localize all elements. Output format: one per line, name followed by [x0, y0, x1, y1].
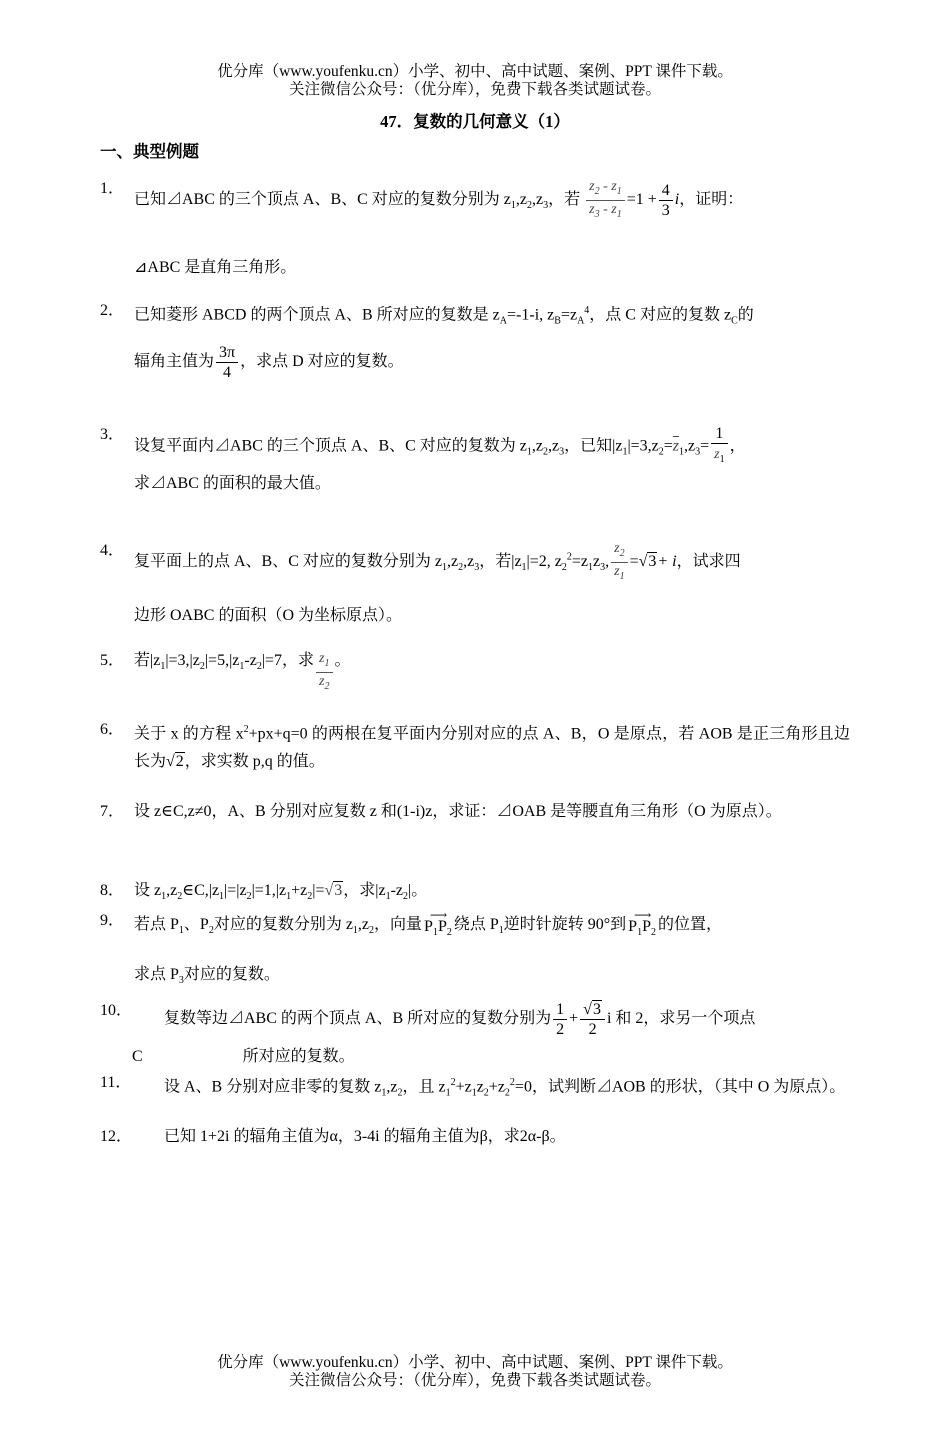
- question-number: 7．: [100, 803, 125, 820]
- question-number: 6．: [100, 721, 125, 738]
- question-text: 若$|z_1|=3,|z_2|=5,|z_1-z_2|=7$，求 $\frac{z_1}{z_2}$ 。: [134, 650, 850, 695]
- question-4: [100, 540, 850, 630]
- vector-p1p2: ⟶ $P_1P_2$: [424, 908, 452, 939]
- question-text: 设 z∈C,z≠0，A、B 分别对应复数 z 和(1-i)z，求证：⊿OAB 是等腰直角三角形（O 为原点）。: [134, 803, 782, 820]
- question-text: 若点 $P_1$、$P_2$对应的复数分别为 $z_1,z_2$，向量 ⟶ $P_1P_2$ 绕点 $P_1$逆时针旋转 90°到 ⟶ $P_1P_2$ 的位置， 求点 $P_3$对应的复数。: [134, 908, 722, 987]
- question-10: [100, 1000, 850, 1066]
- vector-p1p2: ⟶ $P_1P_2$: [628, 908, 656, 939]
- question-text: 设 A、B 分别对应非零的复数 $z_1,z_2$，且 $z_1^2+z_1z_2+z_2^2=0$，试判断⊿AOB 的形状，（其中 O 为原点）。: [164, 1077, 846, 1099]
- question-number: 12．: [100, 1128, 133, 1145]
- fraction: $\frac{4}{3}$: [659, 181, 673, 220]
- question-number: 1．: [100, 180, 125, 197]
- question-text-line-2: C 所对应的复数。: [132, 1048, 355, 1065]
- question-number: 10．: [100, 1002, 133, 1019]
- question-text: 已知⊿ABC 的三个顶点 A、B、C 对应的复数分别为 $z_1,z_2,z_3$，若 $\frac{z_2 - z_1}{z_3 - z_1}$ =1 + $\frac{4}{3}$ i，证明： ⊿ABC 是直角三角形。: [134, 179, 744, 276]
- question-text: 已知 1+2i 的辐角主值为α，3-4i 的辐角主值为β，求2α-β。: [164, 1128, 566, 1145]
- question-number: 3．: [100, 426, 125, 443]
- question-1: [100, 178, 850, 276]
- question-7: [100, 798, 850, 848]
- question-text: 复平面上的点 A、B、C 对应的复数分别为 $z_1,z_2,z_3$，若$|z_1|=2$, $z_2^2=z_1z_3$, $\frac{z_2}{z_1}$ =√3+ i，试求四 边形 OABC 的面积（O 为坐标原点）。: [134, 541, 741, 624]
- square-root: √3: [638, 552, 657, 570]
- section-heading: 一、典型例题: [100, 142, 199, 161]
- question-9: [100, 910, 850, 986]
- question-6: [100, 716, 850, 771]
- page-title: 47．复数的几何意义（1）: [380, 112, 570, 131]
- square-root: √2: [166, 753, 184, 771]
- question-text: 复数等边⊿ABC 的两个顶点 A、B 所对应的复数分别为 $\frac{1}{2}$ + $\frac{√3}{2}$ i 和 2，求另一个项点: [164, 1001, 756, 1038]
- fraction: $\frac{3\pi}{4}$: [216, 343, 238, 382]
- fraction: $\frac{z_2}{z_1}$: [611, 540, 627, 585]
- fraction: $\frac{z_1}{z_2}$: [316, 650, 332, 695]
- question-8: [100, 880, 850, 904]
- question-12: [100, 1126, 850, 1150]
- question-5: [100, 650, 850, 696]
- fraction: $\frac{1}{z_1}$: [711, 424, 727, 469]
- question-text: 设 $z_1,z_2\in C,|z_1|=|z_2|=1,|z_1+z_2|=√3$，求$|z_1-z_2|$。: [134, 882, 428, 903]
- question-number: 4．: [100, 542, 125, 559]
- question-3: [100, 424, 850, 494]
- footer-line-2: 关注微信公众号：（优分库），免费下载各类试题试卷。: [288, 1372, 661, 1389]
- question-11: [100, 1070, 850, 1120]
- fraction: $\frac{z_2 - z_1}{z_3 - z_1}$: [586, 178, 625, 223]
- footer-line-1: 优分库（www.youfenku.cn）小学、初中、高中试题、案例、PPT 课件下载。: [217, 1354, 733, 1371]
- question-text: 关于 x 的方程 $x^2+px+q=0$ 的两根在复平面内分别对应的点 A、B，O 是原点，若 AOB 是正三角形且边长为√2，求实数 p,q 的值。: [134, 716, 850, 776]
- question-number: 5．: [100, 652, 125, 669]
- question-number: 8．: [100, 882, 125, 899]
- header-line-2: 关注微信公众号：（优分库），免费下载各类试题试卷。: [288, 81, 661, 98]
- question-number: 2．: [100, 302, 125, 319]
- fraction: $\frac{1}{2}$: [553, 1000, 567, 1039]
- question-text: 设复平面内⊿ABC 的三个顶点 A、B、C 对应的复数为 $z_1,z_2,z_3$，已知$|z_1|=3,z_2=\overline{z}_1,z_3=$ $\frac{1}{z_1}$ ， 求⊿ABC 的面积的最大值。: [134, 425, 746, 493]
- question-number: 11．: [100, 1074, 132, 1091]
- question-text: 已知菱形 ABCD 的两个顶点 A、B 所对应的复数是 $z_A=-1-i$, $z_B=z_A^4$，点 C 对应的复数 $z_C$的 辐角主值为 $\frac{3\pi}{4}$ ，求点 D 对应的复数。: [134, 305, 754, 381]
- fraction: $\frac{√3}{2}$: [580, 1000, 605, 1039]
- square-root: √3: [324, 882, 343, 899]
- question-2: [100, 300, 850, 380]
- header-line-1: 优分库（www.youfenku.cn）小学、初中、高中试题、案例、PPT 课件下载。: [217, 63, 733, 80]
- question-number: 9．: [100, 912, 125, 929]
